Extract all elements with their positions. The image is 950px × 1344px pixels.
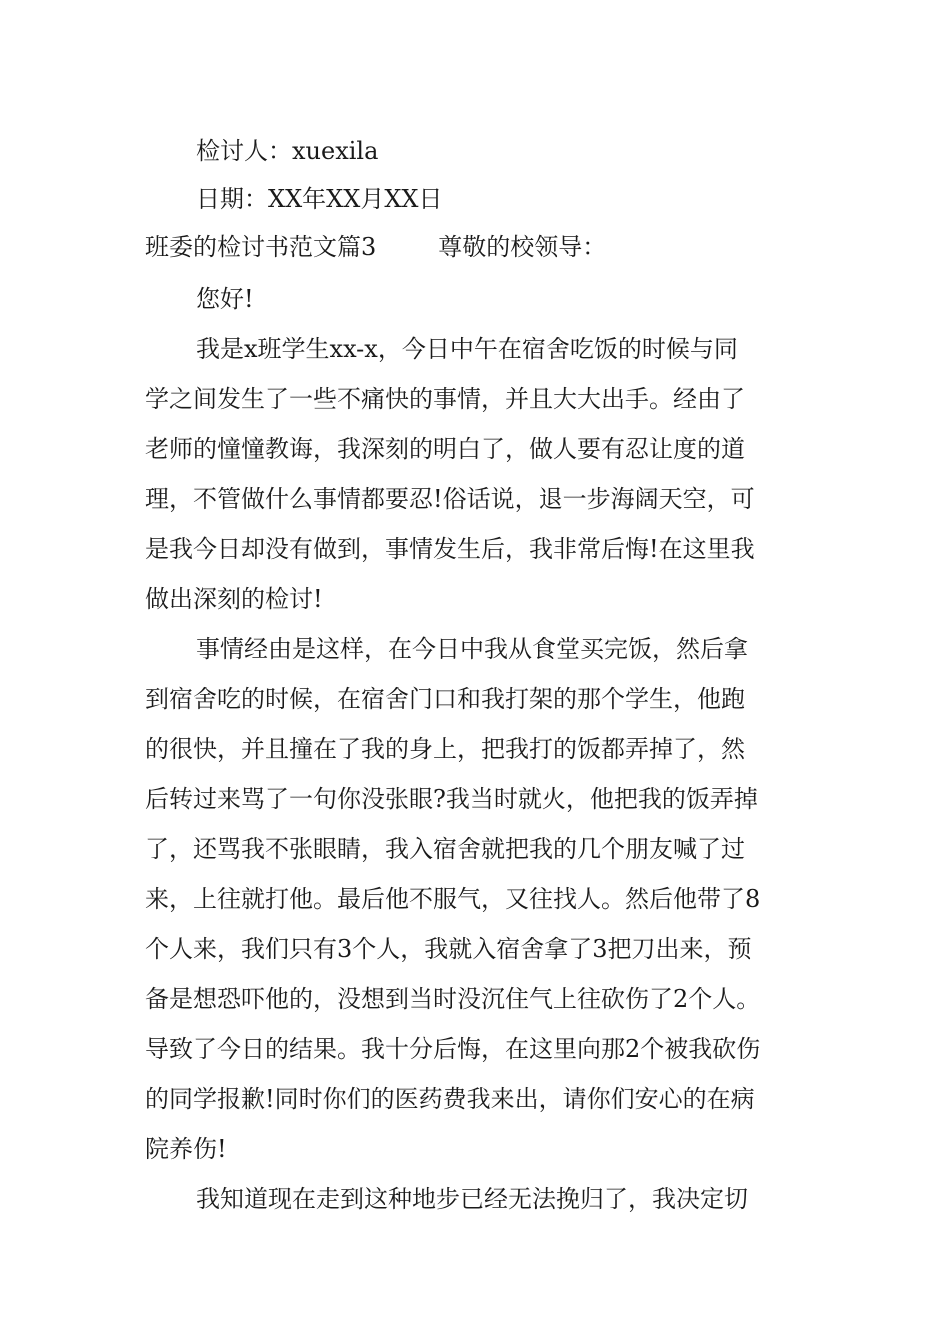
body-line: 后转过来骂了一句你没张眼?我当时就火，他把我的饭弄掉 [145,785,758,813]
greeting-line: 您好! [196,285,254,313]
body-line: 了，还骂我不张眼睛，我入宿舍就把我的几个朋友喊了过 [145,835,745,863]
body-line: 个人来，我们只有3个人，我就入宿舍拿了3把刀出来，预 [145,935,752,963]
body-line: 来，上往就打他。最后他不服气，又往找人。然后他带了8 [145,885,761,913]
body-line: 我是x班学生xx-x，今日中午在宿舍吃饭的时候与同 [196,335,738,363]
body-line: 导致了今日的结果。我十分后悔，在这里向那2个被我砍伤 [145,1035,761,1063]
section-title-row [145,222,810,272]
body-line: 院养伤! [145,1135,227,1163]
body-line: 事情经由是这样，在今日中我从食堂买完饭，然后拿 [196,635,748,663]
section-title: 班委的检讨书范文篇3 [145,233,377,261]
body-line: 到宿舍吃的时候，在宿舍门口和我打架的那个学生，他跑 [145,685,745,713]
body-line: 备是想恐吓他的，没想到当时没沉住气上往砍伤了2个人。 [145,985,761,1013]
body-line: 的很快，并且撞在了我的身上，把我打的饭都弄掉了，然 [145,735,745,763]
body-line: 学之间发生了一些不痛快的事情，并且大大出手。经由了 [145,385,745,413]
body-line: 的同学报歉!同时你们的医药费我来出，请你们安心的在病 [145,1085,755,1113]
body-line: 做出深刻的检讨! [145,585,323,613]
body-line: 老师的憧憧教诲，我深刻的明白了，做人要有忍让度的道 [145,435,745,463]
body-line: 我知道现在走到这种地步已经无法挽归了，我决定切 [196,1185,748,1213]
signer-line: 检讨人：xuexila [196,137,379,165]
body-line: 是我今日却没有做到，事情发生后，我非常后悔!在这里我 [145,535,755,563]
body-line: 理，不管做什么事情都要忍!俗话说，退一步海阔天空，可 [145,485,755,513]
salutation: 尊敬的校领导： [438,233,607,261]
date-line: 日期：XX年XX月XX日 [196,185,443,213]
